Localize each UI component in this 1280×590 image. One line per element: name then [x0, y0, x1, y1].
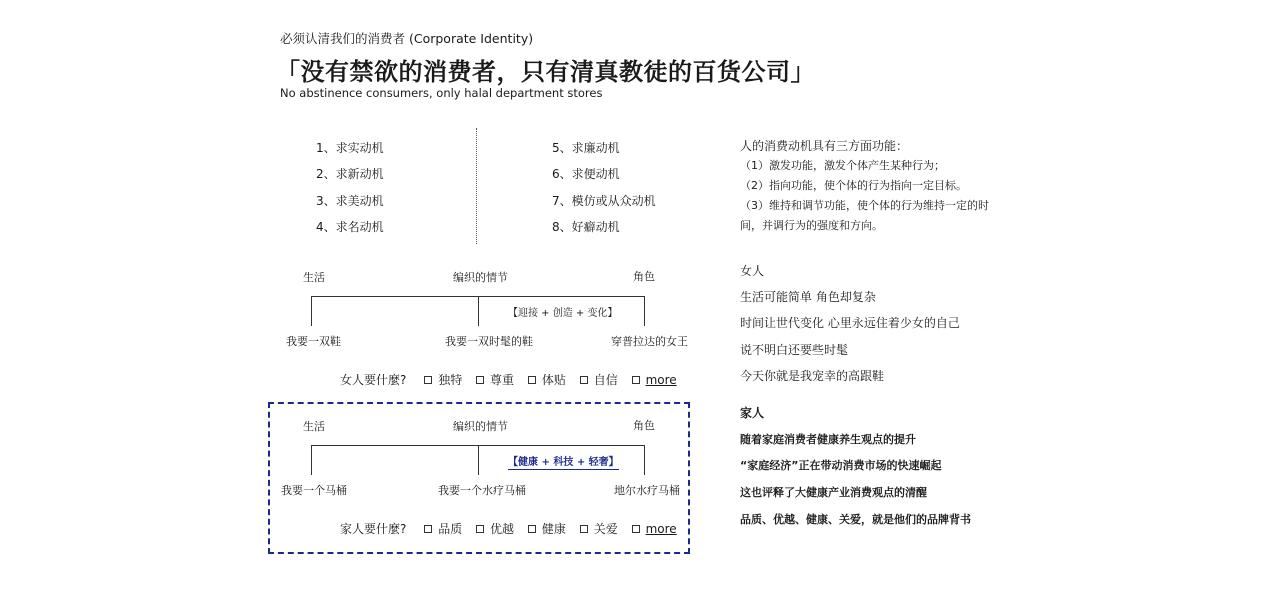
list-item: 1、求实动机 [316, 141, 384, 155]
family-line: 品质、优越、健康、关爱，就是他们的品牌背书 [740, 513, 971, 526]
list-item: 2、求新动机 [316, 167, 384, 181]
functions-item-wrap: 间，并调行为的强度和方向。 [740, 219, 883, 232]
diagram-top-right-label: 角色 [633, 270, 655, 283]
page-title: 「没有禁欲的消费者，只有清真教徒的百货公司」 [276, 57, 815, 86]
option-checkbox[interactable]: 体贴 [528, 373, 566, 387]
option-checkbox[interactable]: 健康 [528, 522, 566, 536]
woman-heading: 女人 [740, 264, 765, 278]
family-line: “家庭经济”正在带动消费市场的快速崛起 [740, 459, 942, 472]
diagram-bottom-mid-label: 我要一双时髦的鞋 [445, 335, 533, 348]
family-line: 随着家庭消费者健康养生观点的提升 [740, 433, 916, 446]
option-checkbox[interactable]: 尊重 [476, 373, 514, 387]
checkbox-icon[interactable] [476, 376, 484, 384]
option-checkbox[interactable]: 独特 [424, 373, 462, 387]
functions-item: （2）指向功能，使个体的行为指向一定目标。 [740, 179, 967, 192]
more-link[interactable]: more [645, 373, 677, 387]
list-item: 7、模仿或从众动机 [552, 194, 656, 208]
option-checkbox[interactable]: 品质 [424, 522, 462, 536]
needs-question: 家人要什麼? [340, 522, 407, 536]
list-item: 8、好癖动机 [552, 220, 620, 234]
option-checkbox[interactable]: 自信 [580, 373, 618, 387]
diagram-top-mid-label: 编织的情节 [453, 420, 508, 433]
list-item: 5、求廉动机 [552, 141, 620, 155]
functions-item: （1）激发功能，激发个体产生某种行为； [740, 159, 945, 172]
family-heading: 家人 [740, 406, 765, 420]
page-subtitle: 必须认清我们的消费者 (Corporate Identity) [280, 31, 534, 46]
list-item: 3、求美动机 [316, 194, 384, 208]
checkbox-icon[interactable] [528, 525, 536, 533]
diagram-connector [644, 445, 645, 475]
diagram-top-left-label: 生活 [303, 271, 325, 284]
option-more[interactable] [632, 522, 677, 536]
more-link[interactable]: more [645, 522, 677, 536]
diagram-bracket-label: 【健康 + 科技 + 轻奢】 [508, 453, 619, 470]
functions-intro: 人的消费动机具有三方面功能： [740, 139, 909, 153]
checkbox-icon[interactable] [528, 376, 536, 384]
diagram-top-mid-label: 编织的情节 [453, 271, 508, 284]
checkbox-icon[interactable] [424, 525, 432, 533]
diagram-connector [311, 296, 312, 326]
needs-question: 女人要什麼? [340, 373, 407, 387]
checkbox-icon[interactable] [632, 376, 640, 384]
option-checkbox[interactable]: 优越 [476, 522, 514, 536]
functions-item: （3）维持和调节功能，使个体的行为维持一定的时 [740, 199, 989, 212]
diagram-bottom-mid-label: 我要一个水疗马桶 [438, 484, 526, 497]
option-more[interactable] [632, 373, 677, 387]
needs-question-row [340, 371, 687, 388]
family-line: 这也评释了大健康产业消费观点的清醒 [740, 486, 927, 499]
option-checkbox[interactable]: 关爱 [580, 522, 618, 536]
diagram-bottom-left-label: 我要一个马桶 [281, 484, 347, 497]
woman-line: 今天你就是我宠幸的高跟鞋 [740, 369, 885, 383]
diagram-top-left-label: 生活 [303, 420, 325, 433]
diagram-connector [478, 296, 479, 326]
diagram-top-right-label: 角色 [633, 419, 655, 432]
diagram-connector [311, 445, 312, 475]
diagram-bottom-right-label: 地尔水疗马桶 [614, 484, 680, 497]
diagram-connector [478, 445, 479, 475]
checkbox-icon[interactable] [424, 376, 432, 384]
woman-line: 时间让世代变化 心里永远住着少女的自己 [740, 316, 960, 330]
checkbox-icon[interactable] [476, 525, 484, 533]
diagram-bracket-label: 【迎接 + 创造 + 变化】 [508, 308, 618, 319]
diagram-bottom-right-label: 穿普拉达的女王 [611, 335, 688, 348]
list-item: 6、求便动机 [552, 167, 620, 181]
list-item: 4、求名动机 [316, 220, 384, 234]
checkbox-icon[interactable] [580, 376, 588, 384]
woman-line: 生活可能简单 角色却复杂 [740, 290, 876, 304]
column-divider [476, 128, 477, 244]
diagram-bottom-left-label: 我要一双鞋 [286, 335, 341, 348]
checkbox-icon[interactable] [580, 525, 588, 533]
page-title-en: No abstinence consumers, only halal department stores [280, 86, 603, 100]
woman-line: 说不明白还要些时髦 [740, 343, 849, 357]
diagram-connector [644, 296, 645, 326]
checkbox-icon[interactable] [632, 525, 640, 533]
needs-question-row [340, 520, 687, 537]
